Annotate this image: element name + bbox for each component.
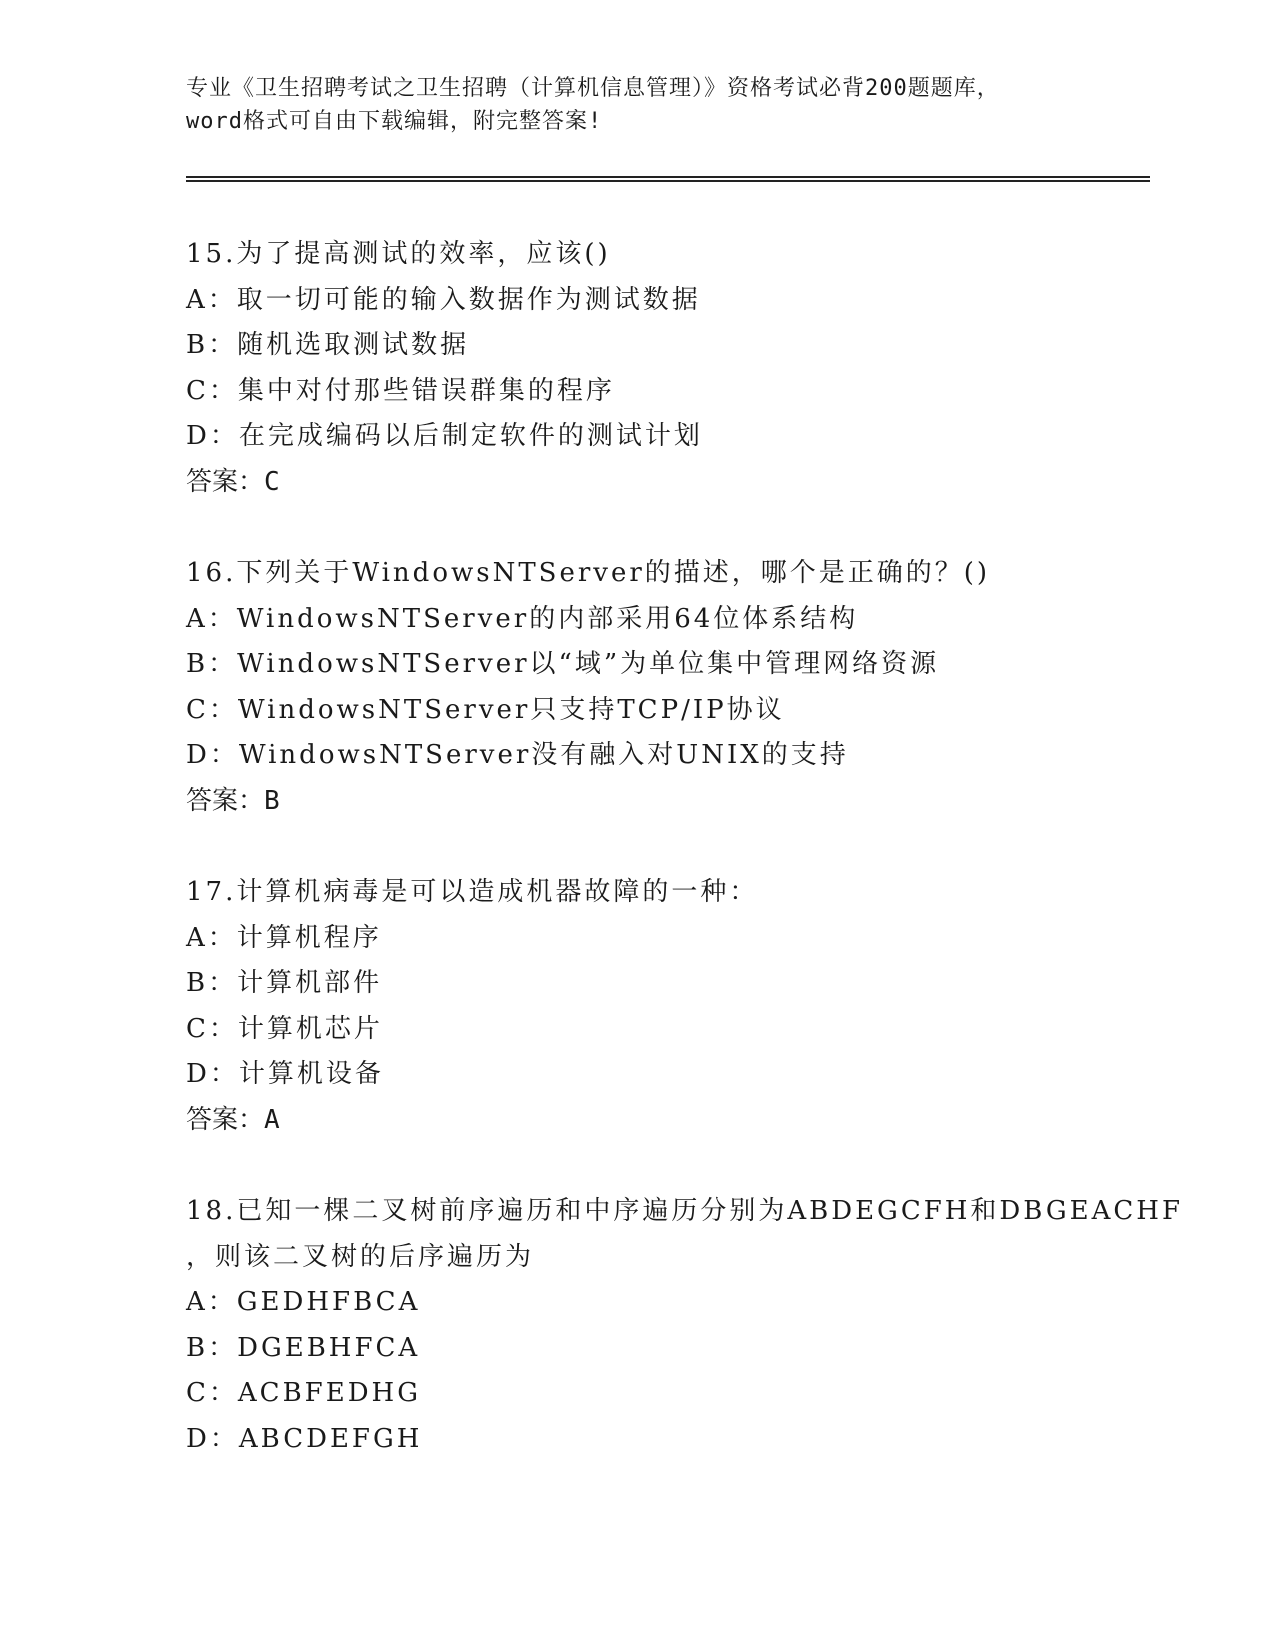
header-line-2: word格式可自由下载编辑，附完整答案! [186,109,603,134]
option-c: C：ACBFEDHG [186,1378,421,1408]
question-stem: 15.为了提高测试的效率，应该() [186,239,611,269]
option-c: C：WindowsNTServer只支持TCP/IP协议 [186,694,785,725]
option-b: B：计算机部件 [186,968,383,998]
option-a: A：取一切可能的输入数据作为测试数据 [186,284,701,315]
answer: 答案：A [186,1104,280,1135]
option-d: D：WindowsNTServer没有融入对UNIX的支持 [186,740,849,770]
option-a: A：计算机程序 [186,922,382,953]
option-b: B：WindowsNTServer以“域”为单位集中管理网络资源 [186,649,940,679]
option-d: D：ABCDEFGH [186,1423,423,1454]
question-stem: 17.计算机病毒是可以造成机器故障的一种： [186,877,759,907]
option-d: D：在完成编码以后制定软件的测试计划 [186,421,703,451]
option-c: C：计算机芯片 [186,1013,383,1044]
question-16 [186,551,1146,824]
question-15 [186,232,1146,505]
option-b: B：随机选取测试数据 [186,330,470,360]
header-divider [186,176,1150,182]
question-17 [186,870,1146,1143]
option-d: D：计算机设备 [186,1059,384,1089]
question-list [186,232,1184,1508]
question-stem: 18.已知一棵二叉树前序遍历和中序遍历分别为ABDEGCFH和DBGEACHF [186,1196,1184,1226]
question-stem: 16.下列关于WindowsNTServer的描述，哪个是正确的？() [186,558,991,588]
option-b: B：DGEBHFCA [186,1332,421,1363]
option-a: A：GEDHFBCA [186,1287,421,1317]
document-header [186,72,1086,138]
option-a: A：WindowsNTServer的内部采用64位体系结构 [186,603,859,634]
header-line-1: 专业《卫生招聘考试之卫生招聘（计算机信息管理）》资格考试必背200题题库， [186,76,1000,101]
answer: 答案：C [186,466,280,497]
question-stem-continued: ，则该二叉树的后序遍历为 [186,1241,535,1272]
question-18 [186,1189,1184,1462]
option-c: C：集中对付那些错误群集的程序 [186,375,615,406]
answer: 答案：B [186,785,280,816]
